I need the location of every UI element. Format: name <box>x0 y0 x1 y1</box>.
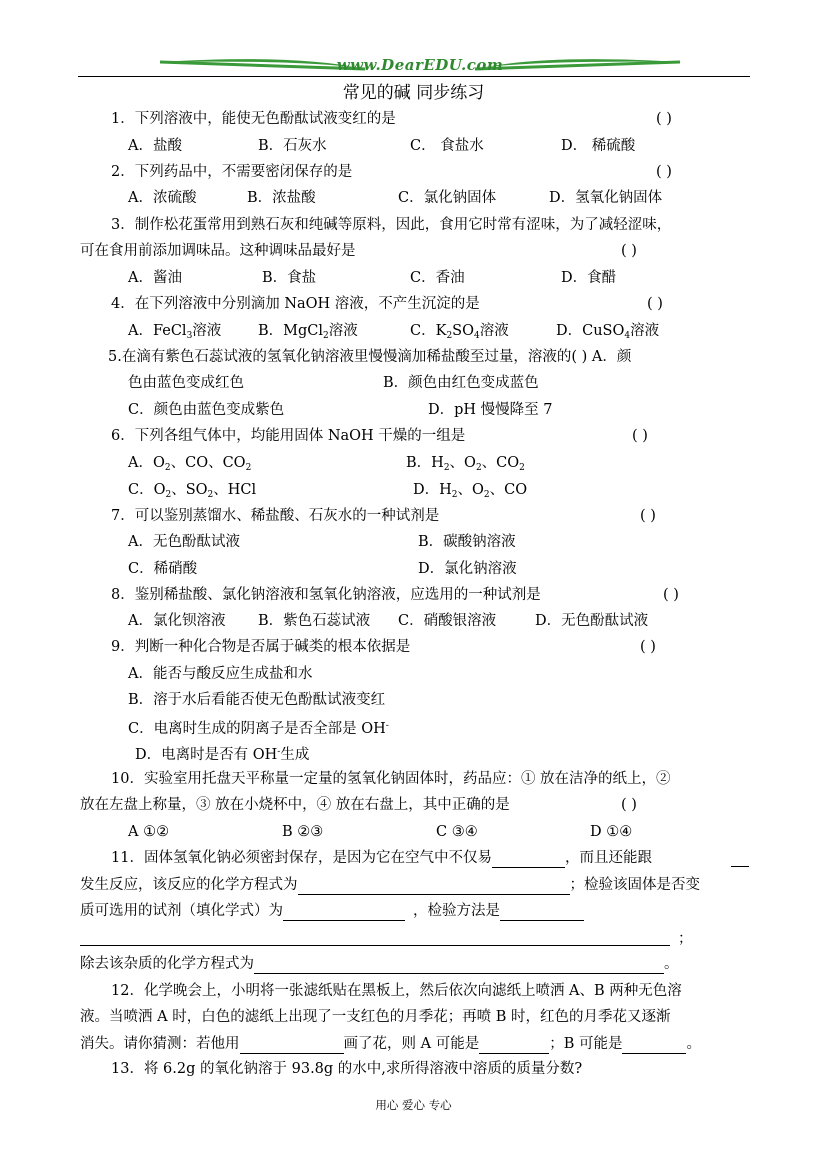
q2-option-c: C．氯化钠固体 <box>398 190 497 206</box>
question-11-line3: 质可选用的试剂（填化学式）为 ，检验方法是 <box>80 901 584 921</box>
question-1-paren: ( ) <box>656 111 672 127</box>
q4-option-d: D．CuSO$_4$溶液 <box>556 323 660 341</box>
q5-option-d: D．pH 慢慢降至 7 <box>428 402 553 418</box>
answer-blank[interactable] <box>492 851 565 868</box>
question-8-paren: ( ) <box>663 587 679 603</box>
q8-option-b: B．紫色石蕊试液 <box>258 613 371 629</box>
answer-blank[interactable] <box>622 1037 686 1054</box>
q9-option-c: C．电离时生成的阴离子是否全部是 OH- <box>128 721 389 737</box>
question-6-paren: ( ) <box>632 428 648 444</box>
header-rule <box>78 76 750 77</box>
q2-option-d: D．氢氧化钠固体 <box>549 190 663 206</box>
site-logo <box>150 50 690 86</box>
question-9-stem: 9．判断一种化合物是否属于碱类的根本依据是 <box>111 639 411 655</box>
q1-option-a: A．盐酸 <box>128 138 182 154</box>
question-3-stem-line1: 3．制作松花蛋常用到熟石灰和纯碱等原料，因此，食用它时常有涩味，为了减轻涩味， <box>111 217 672 233</box>
q1-option-b: B．石灰水 <box>258 138 327 154</box>
question-12-line2: 液。当喷洒 A 时，白色的滤纸上出现了一支红色的月季花；再喷 B 时，红色的月季花又逐渐 <box>80 1009 671 1025</box>
q3-option-d: D．食醋 <box>561 270 617 286</box>
q9-option-d: D．电离时是否有 OH-生成 <box>135 747 310 763</box>
answer-blank[interactable] <box>500 904 584 921</box>
question-10-paren: ( ) <box>621 797 637 813</box>
q7-option-c: C．稀硝酸 <box>128 561 198 577</box>
q8-option-c: C．硝酸银溶液 <box>398 613 497 629</box>
question-3-stem-line2: 可在食用前添加调味品。这种调味品最好是 <box>80 243 356 259</box>
question-11-line1: 11．固体氢氧化钠必须密封保存，是因为它在空气中不仅易 ，而且还能跟 <box>111 850 652 866</box>
question-7-paren: ( ) <box>640 508 656 524</box>
q5-option-a: 色由蓝色变成红色 <box>128 375 244 391</box>
q6-option-a: A．$O_2$、CO、$CO_2$ <box>128 455 252 473</box>
answer-blank[interactable] <box>283 904 405 921</box>
question-12-line1: 12．化学晚会上，小明将一张滤纸贴在黑板上，然后依次向滤纸上喷洒 A、B 两种无色溶 <box>111 983 682 999</box>
question-3-paren: ( ) <box>621 243 637 259</box>
question-9-paren: ( ) <box>640 639 656 655</box>
q4-option-b: B．MgCl$_2$溶液 <box>258 323 358 341</box>
q7-option-d: D．氯化钠溶液 <box>418 561 517 577</box>
q2-option-b: B．浓盐酸 <box>247 190 316 206</box>
site-url: www.DearEDU.com <box>336 56 504 74</box>
q10-option-a: A ①② <box>128 824 170 840</box>
q8-option-a: A．氯化钡溶液 <box>128 613 226 629</box>
answer-blank[interactable] <box>731 850 749 867</box>
q6-option-c: C．$O_2$、$SO_2$、HCl <box>128 482 257 500</box>
page-footer: 用心 爱心 专心 <box>375 1098 452 1112</box>
question-1-stem: 1．下列溶液中，能使无色酚酞试液变红的是 <box>111 111 396 127</box>
question-7-stem: 7．可以鉴别蒸馏水、稀盐酸、石灰水的一种试剂是 <box>111 508 440 524</box>
question-5-stem: 5.在滴有紫色石蕊试液的氢氧化钠溶液里慢慢滴加稀盐酸至过量，溶液的( ) A．颜 <box>108 349 632 365</box>
q1-option-c: C． 食盐水 <box>410 138 484 154</box>
question-11-line5: 除去该杂质的化学方程式为 。 <box>80 956 679 972</box>
q9-option-b: B．溶于水后看能否使无色酚酞试液变红 <box>128 692 386 708</box>
q8-option-d: D．无色酚酞试液 <box>535 613 649 629</box>
q2-option-a: A．浓硫酸 <box>128 190 197 206</box>
q7-option-a: A．无色酚酞试液 <box>128 534 240 550</box>
question-10-stem-line1: 10．实验室用托盘天平称量一定量的氢氧化钠固体时，药品应：① 放在洁净的纸上，② <box>111 771 671 787</box>
q1-option-d: D． 稀硫酸 <box>561 138 636 154</box>
answer-blank[interactable] <box>80 929 670 946</box>
answer-blank[interactable] <box>240 1037 344 1054</box>
answer-blank[interactable] <box>479 1037 549 1054</box>
question-11-line4-end: ； <box>678 931 693 947</box>
question-8-stem: 8．鉴别稀盐酸、氯化钠溶液和氢氧化钠溶液，应选用的一种试剂是 <box>111 587 541 603</box>
answer-blank[interactable] <box>254 957 664 974</box>
q4-option-a: A．FeCl$_3$溶液 <box>128 323 222 341</box>
q10-option-c: C ③④ <box>436 824 478 840</box>
question-13-stem: 13．将 6.2g 的氧化钠溶于 93.8g 的水中,求所得溶液中溶质的质量分数? <box>111 1061 583 1077</box>
question-6-stem: 6．下列各组气体中，均能用固体 NaOH 干燥的一组是 <box>111 428 466 444</box>
question-4-stem: 4．在下列溶液中分别滴加 NaOH 溶液，不产生沉淀的是 <box>111 296 480 312</box>
q5-option-b: B．颜色由红色变成蓝色 <box>383 375 539 391</box>
question-2-paren: ( ) <box>656 164 672 180</box>
q3-option-b: B．食盐 <box>262 270 317 286</box>
q10-option-d: D ①④ <box>590 824 633 840</box>
q10-option-b: B ②③ <box>282 824 324 840</box>
answer-blank[interactable] <box>298 878 570 895</box>
question-11-line2: 发生反应，该反应的化学方程式为 ；检验该固体是否变 <box>80 877 700 893</box>
q5-option-c: C．颜色由蓝色变成紫色 <box>128 402 285 418</box>
question-4-paren: ( ) <box>647 296 663 312</box>
q6-option-d: D．$H_2$、$O_2$、CO <box>413 482 528 500</box>
q7-option-b: B．碳酸钠溶液 <box>418 534 516 550</box>
q3-option-c: C．香油 <box>410 270 465 286</box>
q3-option-a: A．酱油 <box>128 270 182 286</box>
question-12-line3: 消失。请你猜测：若他用 画了花，则 A 可能是 ；B 可能是 。 <box>80 1036 701 1052</box>
question-10-stem-line2: 放在左盘上称量，③ 放在小烧杯中，④ 放在右盘上，其中正确的是 <box>80 797 510 813</box>
question-2-stem: 2．下列药品中，不需要密闭保存的是 <box>111 164 353 180</box>
page-title: 常见的碱 同步练习 <box>342 83 485 103</box>
q4-option-c: C．$K_2SO_4$溶液 <box>410 323 509 341</box>
q6-option-b: B．$H_2$、$O_2$、$CO_2$ <box>406 455 525 473</box>
q9-option-a: A．能否与酸反应生成盐和水 <box>128 666 313 682</box>
